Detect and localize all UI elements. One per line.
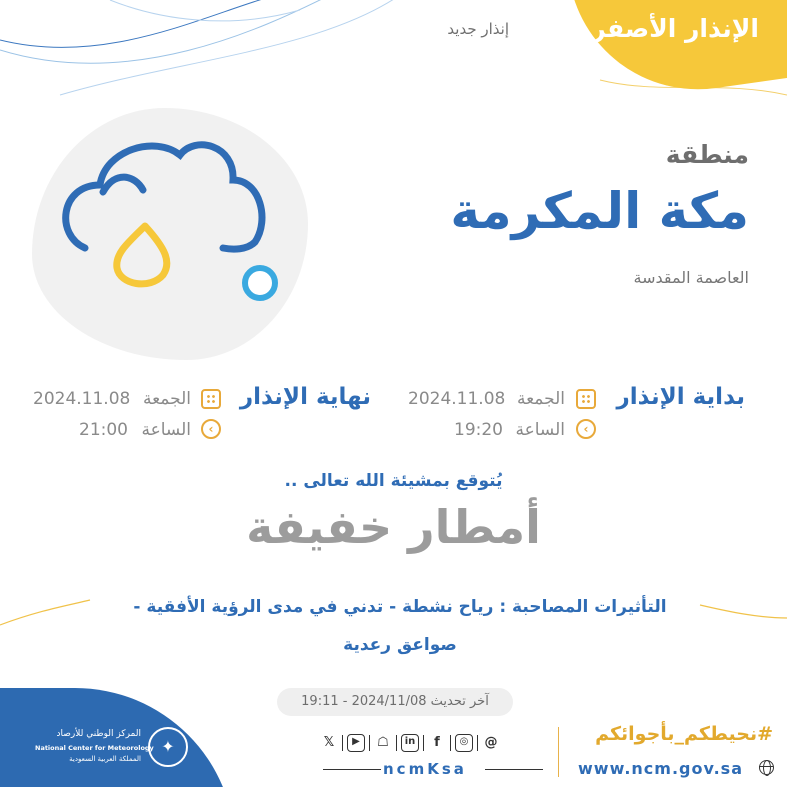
calendar-icon [201, 389, 221, 409]
divider [369, 735, 370, 751]
linkedin-icon[interactable]: in [401, 734, 419, 752]
region-prefix: منطقة [665, 140, 749, 169]
region-name: مكة المكرمة [450, 182, 749, 240]
clock-icon: ‹ [201, 419, 221, 439]
effects-line-2: صواعق رعدية [343, 635, 457, 655]
youtube-icon[interactable]: ▶ [347, 734, 365, 752]
region-subtitle: العاصمة المقدسة [633, 268, 749, 287]
new-alert-label: إنذار جديد [447, 20, 509, 38]
instagram-icon[interactable]: ◎ [455, 734, 473, 752]
alert-level-badge: الإنذار الأصفر [591, 14, 759, 43]
divider [450, 735, 451, 751]
org-country-ar: المملكة العربية السعودية [69, 755, 141, 763]
facebook-icon[interactable]: f [434, 735, 440, 750]
end-time-label: الساعة [141, 420, 191, 440]
end-time: 21:00 [79, 420, 128, 440]
start-time-label: الساعة [515, 420, 565, 440]
effects-line-1: التأثيرات المصاحبة : رياح نشطة - تدني في مدى الرؤية الأفقية - [133, 597, 667, 617]
start-date: 2024.11.08 [408, 389, 506, 409]
org-name-en: National Center for Meteorology [35, 744, 154, 752]
divider [477, 735, 478, 751]
hashtag: #نحيطكم_بأجوائكم [595, 723, 773, 745]
forecast-intro: يُتوقع بمشيئة الله تعالى .. [284, 471, 503, 491]
org-name-ar: المركز الوطني للأرصاد [56, 729, 141, 739]
last-update: آخر تحديث 2024/11/08 - 19:11 [277, 688, 513, 716]
end-date: 2024.11.08 [33, 389, 131, 409]
forecast-effects [110, 588, 690, 664]
end-title: نهاية الإنذار [239, 384, 371, 410]
start-time: 19:20 [454, 420, 503, 440]
start-title: بداية الإنذار [616, 384, 745, 410]
cloud-rain-icon [55, 130, 295, 310]
divider [342, 735, 343, 751]
social-handle[interactable]: ncmKsa [383, 760, 467, 778]
saudi-emblem-icon: ✦ [148, 727, 188, 767]
divider [558, 727, 559, 777]
divider [423, 735, 424, 751]
calendar-icon [576, 389, 596, 409]
forecast-event: أمطار خفيفة [246, 500, 541, 554]
x-icon[interactable]: 𝕏 [323, 735, 335, 750]
globe-icon [759, 760, 774, 775]
threads-icon[interactable]: @ [484, 735, 498, 750]
divider [485, 769, 543, 770]
start-day: الجمعة [516, 389, 565, 409]
divider [323, 769, 381, 770]
website-link[interactable]: www.ncm.gov.sa [578, 759, 743, 778]
end-day: الجمعة [142, 389, 191, 409]
divider [396, 735, 397, 751]
clock-icon: ‹ [576, 419, 596, 439]
snapchat-icon[interactable]: ☖ [377, 735, 389, 750]
social-icons [320, 732, 500, 754]
